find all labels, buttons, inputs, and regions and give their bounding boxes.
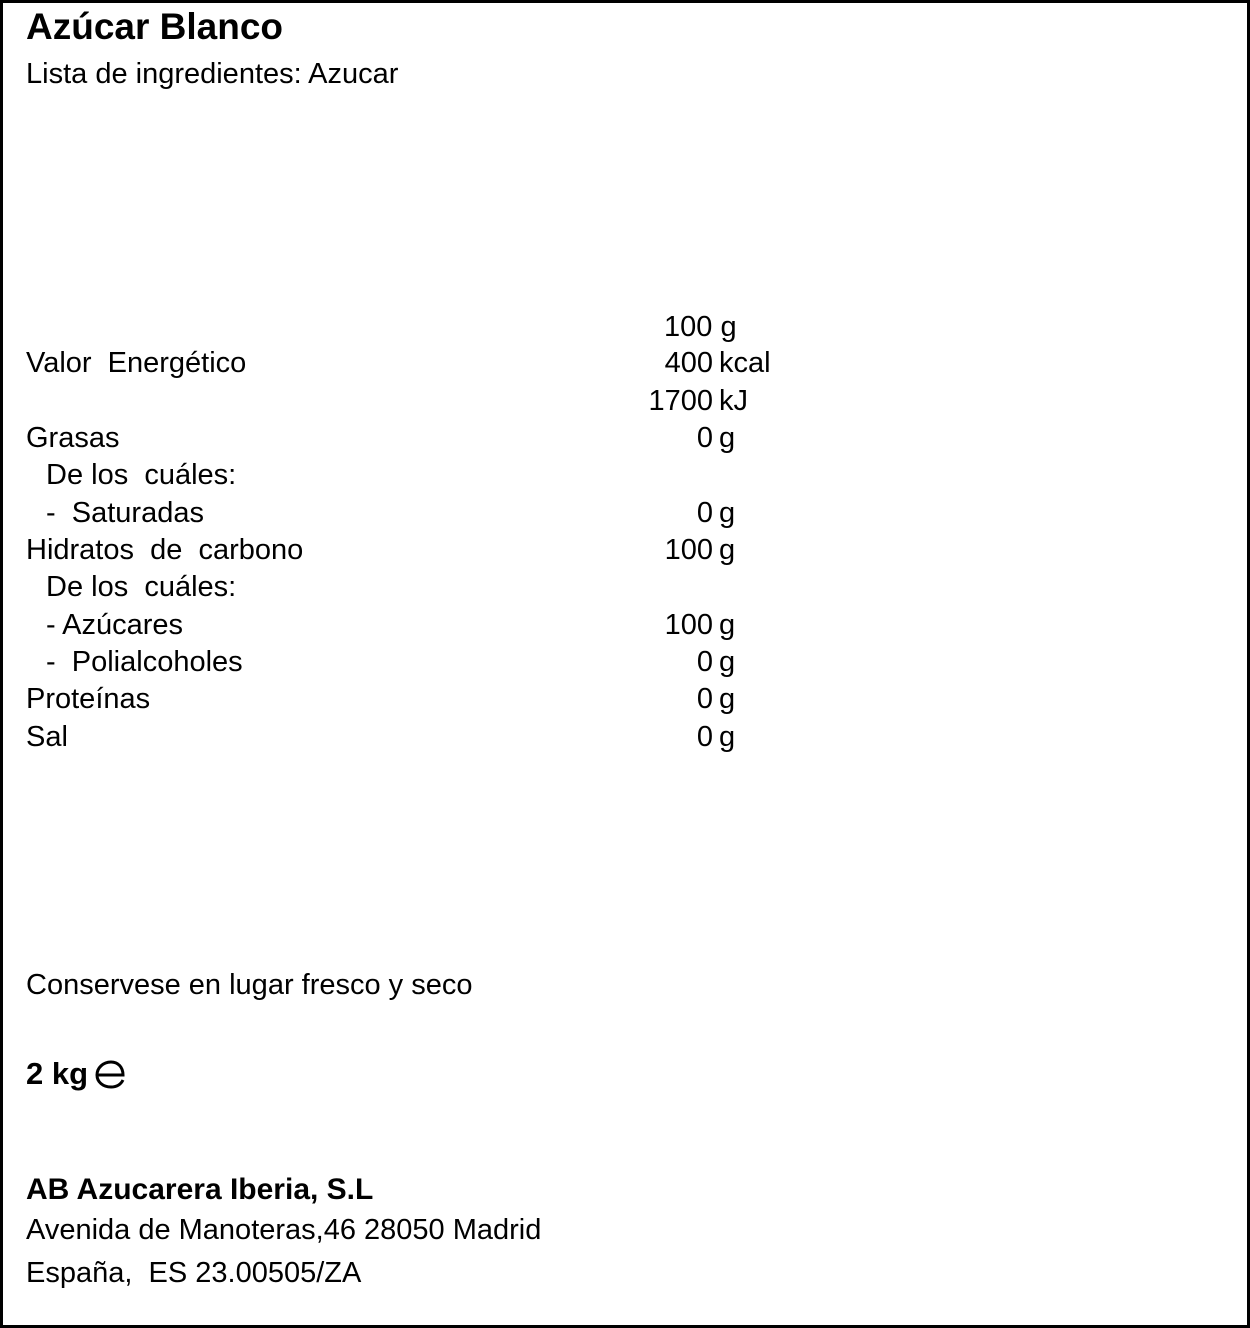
manufacturer-address: Avenida de Manoteras,46 28050 Madrid xyxy=(26,1214,542,1246)
nutrition-row-label: Sal xyxy=(26,721,68,753)
storage-instructions: Conservese en lugar fresco y seco xyxy=(26,969,473,1001)
nutrition-row-value: 100 xyxy=(664,534,713,566)
nutrition-row-label: - Azúcares xyxy=(46,609,183,641)
nutrition-row-value: 400 xyxy=(664,347,713,379)
nutrition-row-unit: g xyxy=(719,609,736,641)
nutrition-row-value: 0 xyxy=(696,422,713,454)
nutrition-row-label: De los cuáles: xyxy=(46,571,237,603)
estimated-sign-icon xyxy=(92,1056,130,1090)
nutrition-row-value: 0 xyxy=(696,497,713,529)
nutrition-row-value: 0 xyxy=(696,683,713,715)
nutrition-row-value: 0 xyxy=(696,721,713,753)
nutrition-row-unit: g xyxy=(719,497,736,529)
manufacturer-name: AB Azucarera Iberia, S.L xyxy=(26,1173,374,1206)
nutrition-row-label: Valor Energético xyxy=(26,347,247,379)
nutrition-row-value: 1700 xyxy=(648,385,713,417)
product-title: Azúcar Blanco xyxy=(26,6,284,47)
nutrition-row-unit: kcal xyxy=(719,347,771,379)
nutrition-row-unit: g xyxy=(719,534,736,566)
nutrition-row-label: Proteínas xyxy=(26,683,151,715)
nutrition-row-label: De los cuáles: xyxy=(46,459,237,491)
nutrition-table xyxy=(3,3,1247,1325)
nutrition-row-value: 0 xyxy=(696,646,713,678)
nutrition-row-unit: g xyxy=(719,683,736,715)
nutrition-row-label: - Polialcoholes xyxy=(46,646,243,678)
net-weight xyxy=(26,1056,130,1090)
ingredients-list: Lista de ingredientes: Azucar xyxy=(26,58,399,90)
nutrition-row-label: Hidratos de carbono xyxy=(26,534,304,566)
nutrition-row-unit: g xyxy=(719,721,736,753)
nutrition-row-value: 100 xyxy=(664,609,713,641)
nutrition-per-header: 100 g xyxy=(664,311,737,343)
nutrition-row-label: - Saturadas xyxy=(46,497,204,529)
nutrition-row-unit: g xyxy=(719,646,736,678)
nutrition-row-unit: g xyxy=(719,422,736,454)
net-weight-value: 2 kg xyxy=(26,1055,89,1091)
manufacturer-country-registry: España, ES 23.00505/ZA xyxy=(26,1257,362,1289)
nutrition-row-label: Grasas xyxy=(26,422,120,454)
nutrition-row-unit: kJ xyxy=(719,385,748,417)
